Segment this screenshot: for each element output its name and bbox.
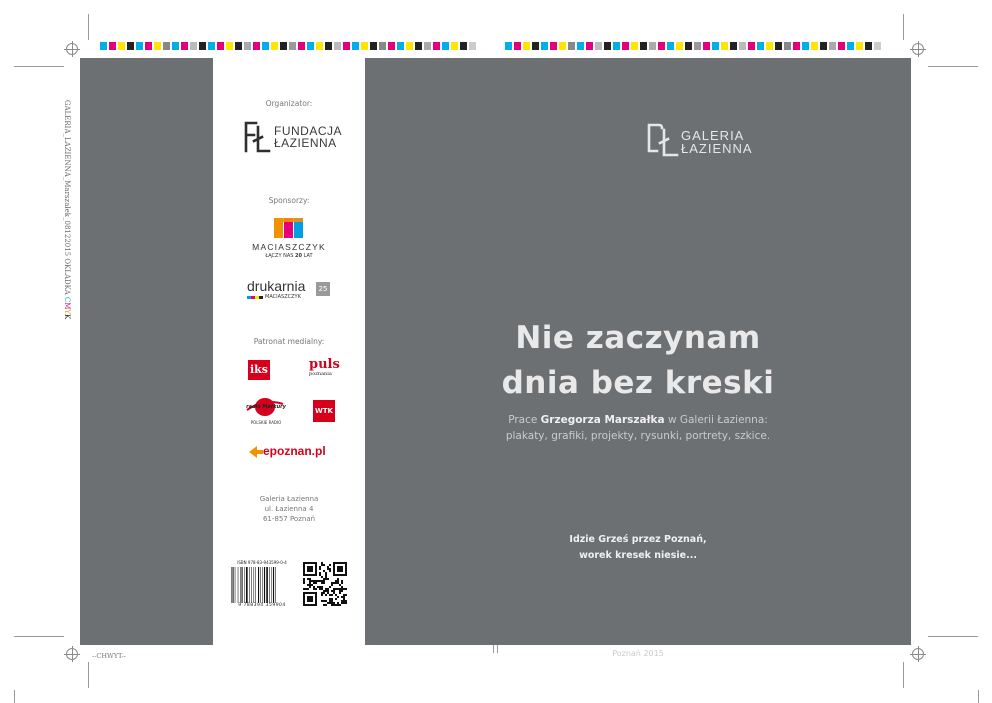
color-patch — [316, 42, 323, 50]
address-line: ul. Łazienna 4 — [264, 505, 314, 513]
cover-subtitle: Prace Grzegorza Marszałka w Galerii Łazienna: plakaty, grafiki, projekty, rysunki, portrety, szkice. — [365, 412, 911, 444]
color-patch — [658, 42, 665, 50]
color-patch — [748, 42, 755, 50]
color-bar-right — [505, 42, 883, 50]
color-patch — [217, 42, 224, 50]
color-patch — [703, 42, 710, 50]
color-patch — [604, 42, 611, 50]
barcode-digits: 9 788394 359904 — [238, 603, 286, 608]
fundacja-lazienna-logo — [243, 120, 343, 154]
file-caption: GALERIA_LAZIENNA_Marszalek_08122015 OKLADKA CMYK — [63, 100, 71, 320]
color-patch — [118, 42, 125, 50]
color-patch — [757, 42, 764, 50]
maciaszczyk-name: MACIASZCZYK — [252, 242, 326, 252]
wtk-logo: WTK — [313, 400, 335, 422]
color-patch — [532, 42, 539, 50]
color-patch — [712, 42, 719, 50]
color-patch — [469, 42, 476, 50]
address-line: Galeria Łazienna — [259, 495, 319, 503]
iks-logo: iks — [248, 360, 270, 380]
color-patch — [415, 42, 422, 50]
isbn-label: ISBN 978-83-943599-0-4 — [237, 560, 287, 565]
color-patch — [568, 42, 575, 50]
color-patch — [460, 42, 467, 50]
color-bar-left — [100, 42, 478, 50]
color-patch — [784, 42, 791, 50]
color-patch — [406, 42, 413, 50]
sponsors-label: Sponsorzy: — [268, 196, 310, 205]
color-patch — [253, 42, 260, 50]
registration-mark-top-right — [912, 43, 924, 55]
color-patch — [442, 42, 449, 50]
color-patch — [838, 42, 845, 50]
color-patch — [136, 42, 143, 50]
cover-title — [365, 316, 911, 406]
color-patch — [820, 42, 827, 50]
address-block — [213, 494, 365, 524]
color-patch — [235, 42, 242, 50]
color-patch — [586, 42, 593, 50]
color-patch — [262, 42, 269, 50]
fold-caption: --CHWYT-- — [92, 652, 126, 660]
color-patch — [505, 42, 512, 50]
address-line: 61-857 Poznań — [262, 515, 316, 523]
puls-poznania-logo: puls poznania — [309, 357, 340, 377]
galeria-lazienna-logo — [646, 122, 766, 158]
color-patch — [514, 42, 521, 50]
maciaszczyk-tagline: ŁĄCZY NAS 20 LAT — [265, 253, 313, 259]
logo-line1: GALERIA — [681, 128, 745, 143]
registration-mark-bottom-left — [66, 648, 78, 660]
epoznan-logo: epoznan.pl — [249, 444, 339, 460]
color-patch — [361, 42, 368, 50]
color-patch — [163, 42, 170, 50]
radio-merkury-logo: radio Merkury POLSKIE RADIO — [241, 396, 291, 428]
color-patch — [388, 42, 395, 50]
color-patch — [109, 42, 116, 50]
gl-monogram-icon — [646, 122, 680, 158]
color-patch — [244, 42, 251, 50]
color-patch — [739, 42, 746, 50]
color-patch — [172, 42, 179, 50]
place-year: Poznań 2015 — [612, 649, 664, 658]
registration-mark-bottom-right — [912, 648, 924, 660]
color-patch — [595, 42, 602, 50]
color-patch — [847, 42, 854, 50]
barcode-icon — [230, 567, 294, 603]
color-patch — [154, 42, 161, 50]
color-patch — [667, 42, 674, 50]
color-patch — [793, 42, 800, 50]
registration-mark-top-left — [66, 43, 78, 55]
color-patch — [694, 42, 701, 50]
color-patch — [829, 42, 836, 50]
color-patch — [370, 42, 377, 50]
color-patch — [766, 42, 773, 50]
fl-monogram-icon — [243, 121, 273, 153]
cover-motto — [365, 532, 911, 564]
color-patch — [280, 42, 287, 50]
isbn-barcode — [230, 560, 294, 610]
color-patch — [775, 42, 782, 50]
title-line2: dnia bez kreski — [501, 365, 775, 401]
motto-line2: worek kresek niesie... — [579, 550, 697, 561]
color-patch — [289, 42, 296, 50]
logo-line2: ŁAZIENNA — [681, 141, 753, 156]
color-patch — [856, 42, 863, 50]
drukarnia-anniversary-badge: 25 — [316, 282, 330, 296]
drukarnia-logo — [247, 278, 337, 302]
back-cover — [80, 58, 213, 645]
color-patch — [199, 42, 206, 50]
cmyk-label: CMYK — [63, 296, 71, 320]
color-patch — [622, 42, 629, 50]
color-patch — [145, 42, 152, 50]
color-patch — [541, 42, 548, 50]
color-patch — [307, 42, 314, 50]
color-patch — [424, 42, 431, 50]
sponsor-panel — [213, 58, 365, 645]
organizer-label: Organizator: — [265, 99, 313, 108]
color-patch — [685, 42, 692, 50]
color-patch — [550, 42, 557, 50]
maciaszczyk-logo — [213, 218, 365, 264]
color-patch — [433, 42, 440, 50]
color-patch — [631, 42, 638, 50]
epoznan-arrow-icon — [249, 446, 263, 458]
color-patch — [577, 42, 584, 50]
color-patch — [451, 42, 458, 50]
color-patch — [379, 42, 386, 50]
front-cover — [365, 58, 911, 658]
title-line1: Nie zaczynam — [515, 320, 761, 356]
drukarnia-name: drukarnia — [247, 278, 306, 294]
maciaszczyk-mark-icon — [274, 218, 304, 238]
color-patch — [559, 42, 566, 50]
color-patch — [865, 42, 872, 50]
logo-line2: ŁAZIENNA — [274, 136, 337, 150]
color-patch — [271, 42, 278, 50]
color-patch — [613, 42, 620, 50]
subtitle-line2: plakaty, grafiki, projekty, rysunki, portrety, szkice. — [505, 430, 771, 442]
color-patch — [523, 42, 530, 50]
motto-line1: Idzie Grześ przez Poznań, — [569, 534, 707, 545]
color-patch — [676, 42, 683, 50]
color-patch — [721, 42, 728, 50]
color-patch — [397, 42, 404, 50]
media-label: Patronat medialny: — [253, 337, 325, 346]
color-patch — [190, 42, 197, 50]
color-patch — [352, 42, 359, 50]
logo-line1: FUNDACJA — [274, 124, 343, 138]
color-patch — [298, 42, 305, 50]
drukarnia-sub: MACIASZCZYK — [247, 294, 301, 300]
color-patch — [181, 42, 188, 50]
author-name: Grzegorza Marszałka — [540, 414, 665, 426]
color-patch — [802, 42, 809, 50]
color-patch — [343, 42, 350, 50]
color-patch — [811, 42, 818, 50]
color-patch — [334, 42, 341, 50]
color-patch — [730, 42, 737, 50]
color-patch — [649, 42, 656, 50]
qr-code-icon — [303, 562, 347, 606]
color-patch — [325, 42, 332, 50]
color-patch — [226, 42, 233, 50]
color-patch — [640, 42, 647, 50]
color-patch — [874, 42, 881, 50]
color-patch — [100, 42, 107, 50]
color-patch — [208, 42, 215, 50]
color-patch — [127, 42, 134, 50]
